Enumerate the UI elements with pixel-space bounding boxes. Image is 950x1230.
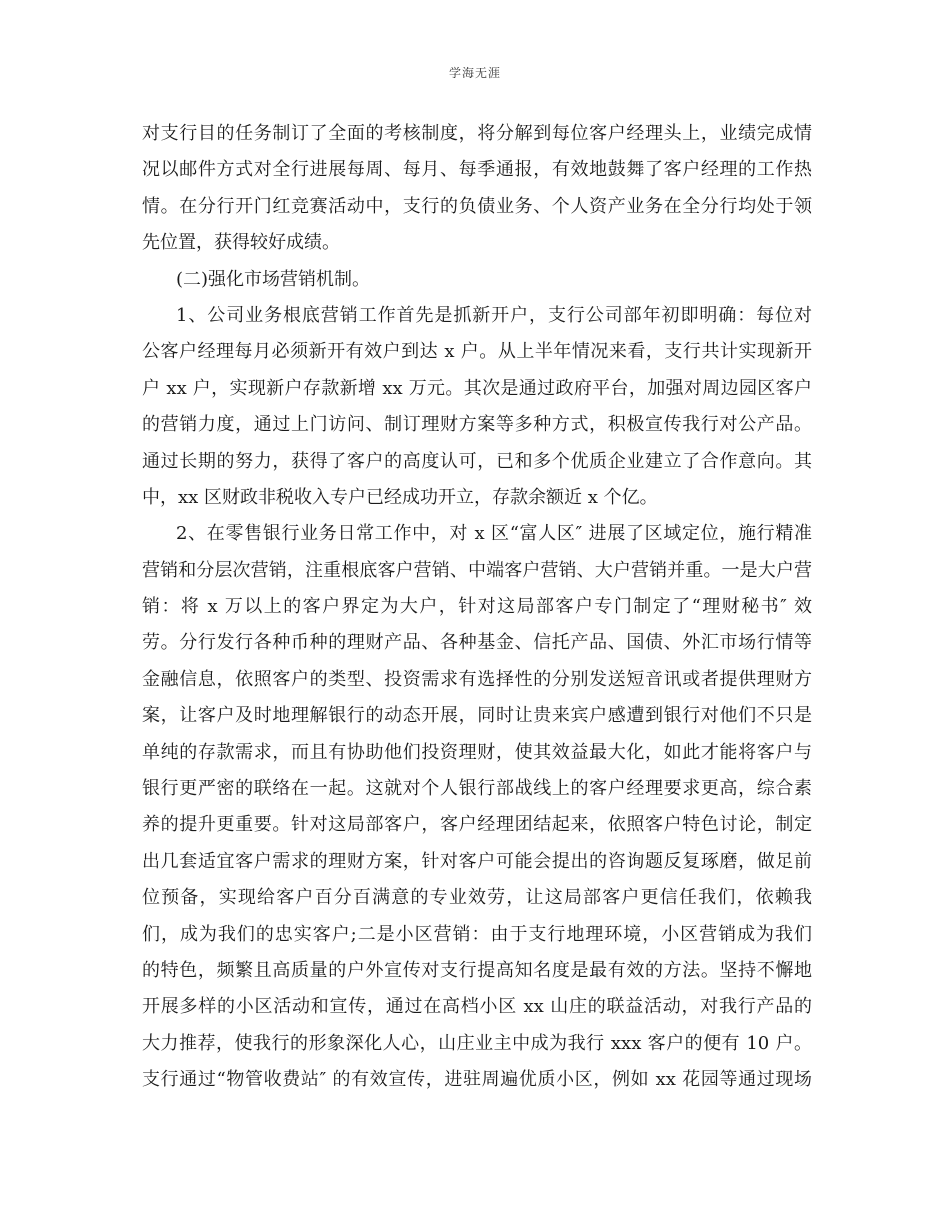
section-heading: (二)强化市场营销机制。 xyxy=(176,268,371,290)
body-line: 位预备，实现给客户百分百满意的专业效劳，让这局部客户更信任我们，依赖我 xyxy=(142,887,812,909)
body-line: 们，成为我们的忠实客户;二是小区营销：由于支行地理环境，小区营销成为我们 xyxy=(142,923,812,945)
body-line: 1、公司业务根底营销工作首先是抓新开户，支行公司部年初即明确：每位对 xyxy=(176,304,812,326)
body-line: 养的提升更重要。针对这局部客户，客户经理团结起来，依照客户特色讨论，制定 xyxy=(142,814,812,836)
page-header: 学海无涯 xyxy=(448,66,501,80)
body-line: 出几套适宜客户需求的理财方案，针对客户可能会提出的咨询题反复琢磨，做足前 xyxy=(142,850,812,872)
body-line: 开展多样的小区活动和宣传，通过在高档小区 xx 山庄的联益活动，对我行产品的 xyxy=(142,996,812,1018)
body-line: 先位置，获得较好成绩。 xyxy=(142,232,340,254)
body-line: 的特色，频繁且高质量的户外宣传对支行提高知名度是最有效的方法。坚持不懈地 xyxy=(142,959,812,981)
body-line: 2、在零售银行业务日常工作中，对 x 区“富人区″ 进展了区域定位，施行精准 xyxy=(176,523,812,545)
body-line: 况以邮件方式对全行进展每周、每月、每季通报，有效地鼓舞了客户经理的工作热 xyxy=(142,159,812,181)
body-line: 公客户经理每月必须新开有效户到达 x 户。从上半年情况来看，支行共计实现新开 xyxy=(142,341,812,363)
body-line: 大力推荐，使我行的形象深化人心，山庄业主中成为我行 xxx 客户的便有 10 户。 xyxy=(142,1032,812,1054)
body-line: 销：将 x 万以上的客户界定为大户，针对这局部客户专门制定了“理财秘书″ 效 xyxy=(142,596,812,618)
body-line: 劳。分行发行各种币种的理财产品、各种基金、信托产品、国债、外汇市场行情等 xyxy=(142,632,812,654)
body-line: 中，xx 区财政非税收入专户已经成功开立，存款余额近 x 个亿。 xyxy=(142,486,658,508)
body-line: 通过长期的努力，获得了客户的高度认可，已和多个优质企业建立了合作意向。其 xyxy=(142,450,812,472)
body-line: 银行更严密的联络在一起。这就对个人银行部战线上的客户经理要求更高，综合素 xyxy=(142,778,812,800)
body-line: 金融信息，依照客户的类型、投资需求有选择性的分别发送短音讯或者提供理财方 xyxy=(142,668,812,690)
body-line: 营销和分层次营销，注重根底客户营销、中端客户营销、大户营销并重。一是大户营 xyxy=(142,559,812,581)
document-body xyxy=(142,116,812,1099)
body-line: 情。在分行开门红竞赛活动中，支行的负债业务、个人资产业务在全分行均处于领 xyxy=(142,195,812,217)
body-line: 单纯的存款需求，而且有协助他们投资理财，使其效益最大化，如此才能将客户与 xyxy=(142,741,812,763)
body-line: 户 xx 户，实现新户存款新增 xx 万元。其次是通过政府平台，加强对周边园区客户 xyxy=(142,377,812,399)
body-line: 支行通过“物管收费站″ 的有效宣传，进驻周遍优质小区，例如 xx 花园等通过现场 xyxy=(142,1069,812,1091)
body-line: 对支行目的任务制订了全面的考核制度，将分解到每位客户经理头上，业绩完成情 xyxy=(142,123,812,144)
body-line: 案，让客户及时地理解银行的动态开展，同时让贵来宾户感遭到银行对他们不只是 xyxy=(142,705,812,727)
body-line: 的营销力度，通过上门访问、制订理财方案等多种方式，积极宣传我行对公产品。 xyxy=(142,414,812,436)
